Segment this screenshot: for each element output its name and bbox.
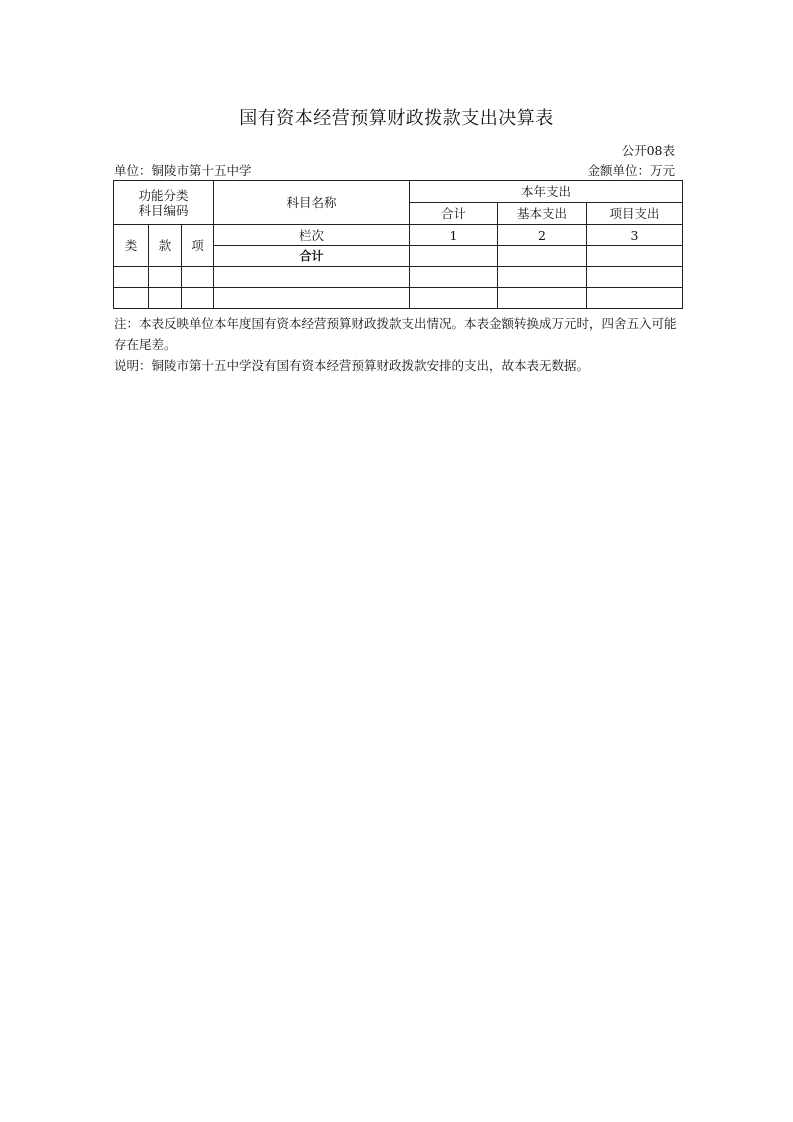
empty-cell (114, 267, 149, 288)
empty-cell (149, 267, 182, 288)
kuan-header: 款 (149, 225, 182, 267)
expense-table (113, 180, 683, 309)
current-year-expense-header: 本年支出 (410, 181, 683, 203)
empty-cell (498, 267, 587, 288)
basic-expense-header: 基本支出 (498, 203, 587, 225)
empty-cell (182, 288, 214, 309)
empty-cell (498, 288, 587, 309)
sum-total-cell (410, 246, 498, 267)
money-unit-label: 金额单位：万元 (587, 163, 675, 178)
empty-row (114, 288, 683, 309)
empty-cell (114, 288, 149, 309)
empty-cell (214, 267, 410, 288)
empty-cell (410, 288, 498, 309)
empty-cell (587, 288, 683, 309)
sum-basic-cell (498, 246, 587, 267)
sum-project-cell (587, 246, 683, 267)
empty-cell (410, 267, 498, 288)
empty-row (114, 267, 683, 288)
notes-section (114, 313, 686, 376)
explanation-text: 说明：铜陵市第十五中学没有国有资本经营预算财政拨款安排的支出，故本表无数据。 (114, 358, 590, 373)
func-class-line2: 科目编码 (138, 202, 189, 218)
func-class-header (114, 181, 214, 225)
xiang-header: 项 (182, 225, 214, 267)
subject-name-header: 科目名称 (214, 181, 410, 225)
empty-cell (149, 288, 182, 309)
unit-label: 单位：铜陵市第十五中学 (114, 163, 252, 178)
lei-header: 类 (114, 225, 149, 267)
form-number: 公开08表 (621, 143, 675, 158)
empty-cell (182, 267, 214, 288)
func-class-line1: 功能分类 (138, 187, 189, 203)
page-title: 国有资本经营预算财政拨款支出决算表 (239, 108, 554, 129)
total-header: 合计 (410, 203, 498, 225)
project-expense-header: 项目支出 (587, 203, 683, 225)
header-row-1 (114, 181, 683, 203)
empty-cell (214, 288, 410, 309)
column-index-row (114, 225, 683, 246)
col-index-3: 3 (587, 225, 683, 246)
col-index-1: 1 (410, 225, 498, 246)
empty-cell (587, 267, 683, 288)
sum-row-label: 合计 (214, 246, 410, 267)
col-index-2: 2 (498, 225, 587, 246)
note-text: 注：本表反映单位本年度国有资本经营预算财政拨款支出情况。本表金额转换成万元时，四舍五入可能存在尾差。 (114, 316, 677, 352)
column-index-label: 栏次 (214, 225, 410, 246)
